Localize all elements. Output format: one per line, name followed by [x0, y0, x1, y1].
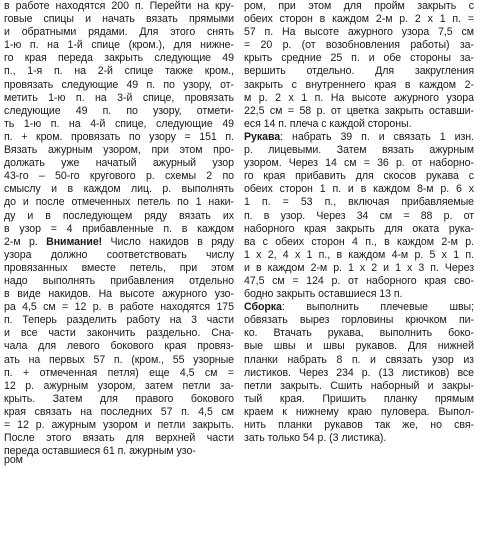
text-run: 2-м р. — [4, 235, 47, 248]
text-line: 57 п. На высоте ажурного узора 7,5 см — [244, 26, 474, 39]
text-line: наборного края закрыть для оката рука- — [244, 222, 474, 235]
text-line: После этого вязать для верхней части — [4, 432, 234, 445]
text-line: крыть средние 25 п. и обе стороны за- — [244, 52, 474, 65]
text-line: в виде накидов. На высоте ажурного узо- — [4, 288, 234, 301]
text-line: п. в узор. Через 34 см = 88 р. от — [244, 209, 474, 222]
text-line: и обратными рядами. Для этого снять — [4, 26, 234, 39]
text-line: го края прибавить для скосов рукава с — [244, 170, 474, 183]
text-line: смыслу и в каждом лиц. р. выполнять — [4, 183, 234, 196]
text-line: = 20 р. (от возобновления работы) за- — [244, 39, 474, 52]
text-line: ром — [4, 454, 23, 467]
text-line: следующие 49 п. по узору, отмети- — [4, 104, 234, 117]
text-line: до и после отмеченных петель по 1 наки- — [4, 196, 234, 209]
text-line: в узор = 4 прибавленные п. в каждом — [4, 222, 234, 235]
text-line: чала для левого бокового края провяз- — [4, 340, 234, 353]
text-line — [4, 236, 234, 249]
text-line: го края переда закрыть следующие 49 — [4, 52, 234, 65]
text-line: п. Теперь разделить работу на 3 части — [4, 314, 234, 327]
text-line: говые спицы и начать вязать прямыми — [4, 13, 234, 26]
text-line: вые швы и швы рукавов. Для нижней — [244, 340, 474, 353]
text-line: р. лицевыми. Затем вязать ажурным — [244, 144, 474, 157]
text-run: : набрать 39 п. и связать 1 изн. — [280, 130, 474, 143]
text-run: Число накидов в ряду — [102, 235, 234, 248]
text-line — [244, 131, 474, 144]
text-line: п. + кром. провязать по узору = 151 п. — [4, 130, 234, 143]
text-line: в работе находятся 200 п. Перейти на кру- — [4, 0, 234, 12]
text-line: зать только 54 р. (3 листика). — [244, 432, 387, 445]
text-line: планки набрать 8 п. и связать узор из — [244, 353, 474, 366]
text-line: тый края. Пришить планку прямым — [244, 392, 474, 405]
text-line: закрыть с внутреннего края в каждом 2- — [244, 78, 474, 91]
text-line: 43-го – 50-го кругового р. схемы 2 по — [4, 170, 234, 183]
text-line: провязанных вместе петель, при этом — [4, 261, 234, 274]
text-line: надо выполнять прибавления отдельно — [4, 274, 234, 287]
text-line: ать на первых 57 п. (кром., 55 узорные — [4, 353, 234, 366]
section-heading: Рукава — [244, 130, 281, 143]
text-line: п. + отмеченная петля) еще 4,5 см = — [4, 366, 234, 379]
text-line: ко. Втачать рукава, выполнить боко- — [244, 327, 474, 340]
text-line: ть 1-ю п. на 4-й спице, следующие 49 — [4, 117, 234, 130]
text-line — [244, 301, 474, 314]
text-line: 1 п. = 53 п., включая прибавляемые — [244, 196, 474, 209]
text-column-right — [244, 0, 474, 550]
text-line: ду и в последующем ряду вязать их — [4, 209, 234, 222]
text-line: ва с обеих сторон 4 п., в каждом 2-м р. — [244, 235, 474, 248]
text-line: листиков. Через 234 р. (13 листиков) все — [244, 366, 474, 379]
text-line: петли закрыть. Сшить наборный и закры- — [244, 379, 474, 392]
text-line: 1-ю п. на 1-й спице (кром.), для нижне- — [4, 39, 234, 52]
text-line: крыть. Затем для правого бокового — [4, 392, 234, 405]
text-column-left — [4, 0, 234, 550]
emphasis-word: Внимание! — [46, 235, 103, 248]
text-run: : выполнить плечевые швы; — [281, 301, 474, 314]
text-line: 12 р. ажурным узором, затем петли за- — [4, 379, 234, 392]
text-line: и в каждом 2-м р. 1 х 2 и 1 х 3 п. Через — [244, 261, 474, 274]
text-line: ром, при этом для пройм закрыть с — [244, 0, 474, 12]
text-line: вершить отдельно. Для закругления — [244, 65, 474, 78]
text-line: обеих сторон в каждом 2-м р. 2 х 1 п. = — [244, 13, 474, 26]
text-line: еся 14 п. плеча с каждой стороны. — [244, 117, 412, 130]
text-line: обеих сторон 1 п. и в каждом 8-м р. 6 х — [244, 183, 474, 196]
text-line: ра 4,5 см = 12 р. в работе находятся 175 — [4, 301, 234, 314]
text-line: м р. 2 х 1 п. На высоте ажурного узора — [244, 91, 474, 104]
text-line: 47,5 см = 124 р. от наборного края сво- — [244, 274, 474, 287]
text-line: п., 1-я п. на 2-й спице также кром., — [4, 65, 234, 78]
text-line: должать уже начатый ажурный узор — [4, 157, 234, 170]
text-line: переда оставшиеся 61 п. ажурным узо- — [4, 445, 196, 458]
text-line: края связать на последних 57 п. 4,5 см — [4, 405, 234, 418]
text-line: краем к нижнему краю пуловера. Выпол- — [244, 405, 474, 418]
text-line: бодно закрыть оставшиеся 13 п. — [244, 288, 403, 301]
text-line: обвязать вырез горловины крючком пи- — [244, 314, 474, 327]
text-line: узора должно соответствовать числу — [4, 248, 234, 261]
text-line: узором. Через 14 см = 36 р. от наборно- — [244, 157, 474, 170]
text-line: Вязать ажурным узором, при этом про- — [4, 144, 234, 157]
text-line: = 12 р. ажурным узором и петли закрыть. — [4, 419, 234, 431]
text-line: нить планки рукавов так же, но свя- — [244, 419, 474, 431]
text-line: и все части закончить раздельно. Сна- — [4, 327, 234, 340]
text-line: 1 х 2, 4 х 1 п., в каждом 4-м р. 5 х 1 п. — [244, 248, 474, 261]
text-line: метить 1-ю п. на 3-й спице, провязать — [4, 91, 234, 104]
text-line: 22,5 см = 58 р. от цветка закрыть оставши- — [244, 104, 474, 117]
text-line: провязать следующие 49 п. по узору, от- — [4, 78, 234, 91]
section-heading: Сборка — [244, 301, 282, 314]
